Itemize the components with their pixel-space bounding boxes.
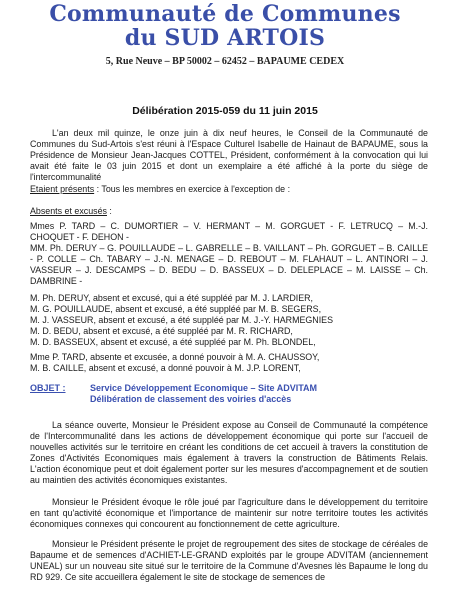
suppleant-line: M. J. VASSEUR, absent et excusé, a été suppléé par M. J.-Y. HARMEGNIES [30, 315, 334, 325]
absents-colon: : [106, 206, 112, 216]
suppleant-line: M. D. BEDU, absent et excusé, a été suppléé par M. R. RICHARD, [30, 326, 293, 336]
paragraph-agriculture [30, 497, 428, 530]
absents-heading [30, 206, 428, 217]
paragraph-competence [30, 420, 428, 486]
objet-label-text: OBJET [30, 383, 61, 393]
suppleant-line: M. D. BASSEUX, absent et excusé, a été suppléé par M. Ph. BLONDEL, [30, 337, 316, 347]
present-text: : Tous les membres en exercice à l'exception de : [94, 184, 291, 194]
intro-text: L'an deux mil quinze, le onze juin à dix neuf heures, le Conseil de la Communauté de Communes du Sud-Artois s'est réuni à l'Espace Culturel Isabelle de Hainaut de BAPAUME, sous la Présidence de Monsieur Jean-Jacques COTTEL, Président, conformément à la convocation qui lui avait été faite le 03 juin 2015 et dont un exemplaire a été affiché à la porte du siège de l'intercommunalité [30, 128, 428, 182]
objet-line2: Délibération de classement des voiries d'accès [90, 394, 292, 404]
objet-colon: : [60, 383, 66, 393]
attendance-section [30, 184, 428, 195]
paragraph-projet [30, 539, 428, 583]
absents-mmes: Mmes P. TARD – C. DUMORTIER – V. HERMANT – M. GORGUET - F. LETRUCQ – M.-J. CHOQUET - F. DEHON - [30, 221, 428, 242]
pouvoirs-list [30, 352, 428, 374]
objet-line1: Service Développement Economique – Site ADVITAM [90, 383, 318, 393]
suppleant-line: M. Ph. DERUY, absent et excusé, qui a été suppléé par M. J. LARDIER, [30, 293, 313, 303]
absents-mm: MM. Ph. DERUY – G. POUILLAUDE – L. GABRELLE – B. VAILLANT – Ph. GORGUET – B. CAILLE - P. COLLE – Ch. TABARY – J.-N. MENAGE – D. REBOUT – M. FLAHAUT – L. ANTINORI – J. VASSEUR – J. DESCAMPS – D. BEDU – D. BASSEUX – D. DELEPLACE – M. LAISSE – Ch. DAMBRINE - [30, 243, 428, 286]
absents-label: Absents et excusés [30, 206, 107, 216]
organization-name-line1: Communauté de Communes [49, 1, 401, 27]
pouvoir-line: M. B. CAILLE, absent et excusé, a donné pouvoir à M. J.P. LORENT, [30, 363, 301, 373]
letterhead [0, 2, 450, 67]
organization-address: 5, Rue Neuve – BP 50002 – 62452 – BAPAUME CEDEX [105, 56, 345, 67]
absents-section [30, 206, 428, 287]
organization-name-line2: du SUD ARTOIS [124, 25, 326, 51]
objet-label [30, 383, 90, 394]
pouvoir-line: Mme P. TARD, absente et excusée, a donné pouvoir à M. A. CHAUSSOY, [30, 352, 320, 362]
paragraph-text: La séance ouverte, Monsieur le Président expose au Conseil de Communauté la compétence de l'Intercommunalité dans les actions de développement économique qui porte sur l'accueil de nouvelles activités sur le territoire en créant les conditions de cet accueil à travers la constitution de Zones d'Activités Economiques mais également à travers la construction de Bâtiments Relais. L'action économique peut et doit également porter sur les mesures d'accompagnement et de soutien au maintien des activités économiques existantes. [30, 420, 428, 485]
objet-block [30, 383, 428, 405]
deliberation-title: Délibération 2015-059 du 11 juin 2015 [132, 105, 318, 117]
intro-paragraph [30, 128, 428, 183]
present-line [30, 184, 428, 195]
present-label: Etaient présents [30, 184, 95, 194]
suppleant-line: M. G. POUILLAUDE, absent et excusé, a été suppléé par M. B. SEGERS, [30, 304, 322, 314]
paragraph-text: Monsieur le Président présente le projet de regroupement des sites de stockage de céréales de Bapaume et de semences d'ACHIET-LE-GRAND exploités par le groupe ADVITAM (anciennement UNEAL) sur un nouveau site situé sur le territoire de la Commune d'Avesnes lès Bapaume le long du RD 929. Ce site accueillera également le site de stockage de semences de [30, 539, 428, 582]
paragraph-text: Monsieur le Président évoque le rôle joué par l'agriculture dans le développement du territoire en tant qu'activité économique et l'importance de maintenir sur notre territoire toutes les activités économiques connexes qui concourent au fonctionnement de cette agriculture. [30, 497, 428, 529]
suppleants-list [30, 293, 428, 348]
objet-subject [90, 383, 420, 405]
